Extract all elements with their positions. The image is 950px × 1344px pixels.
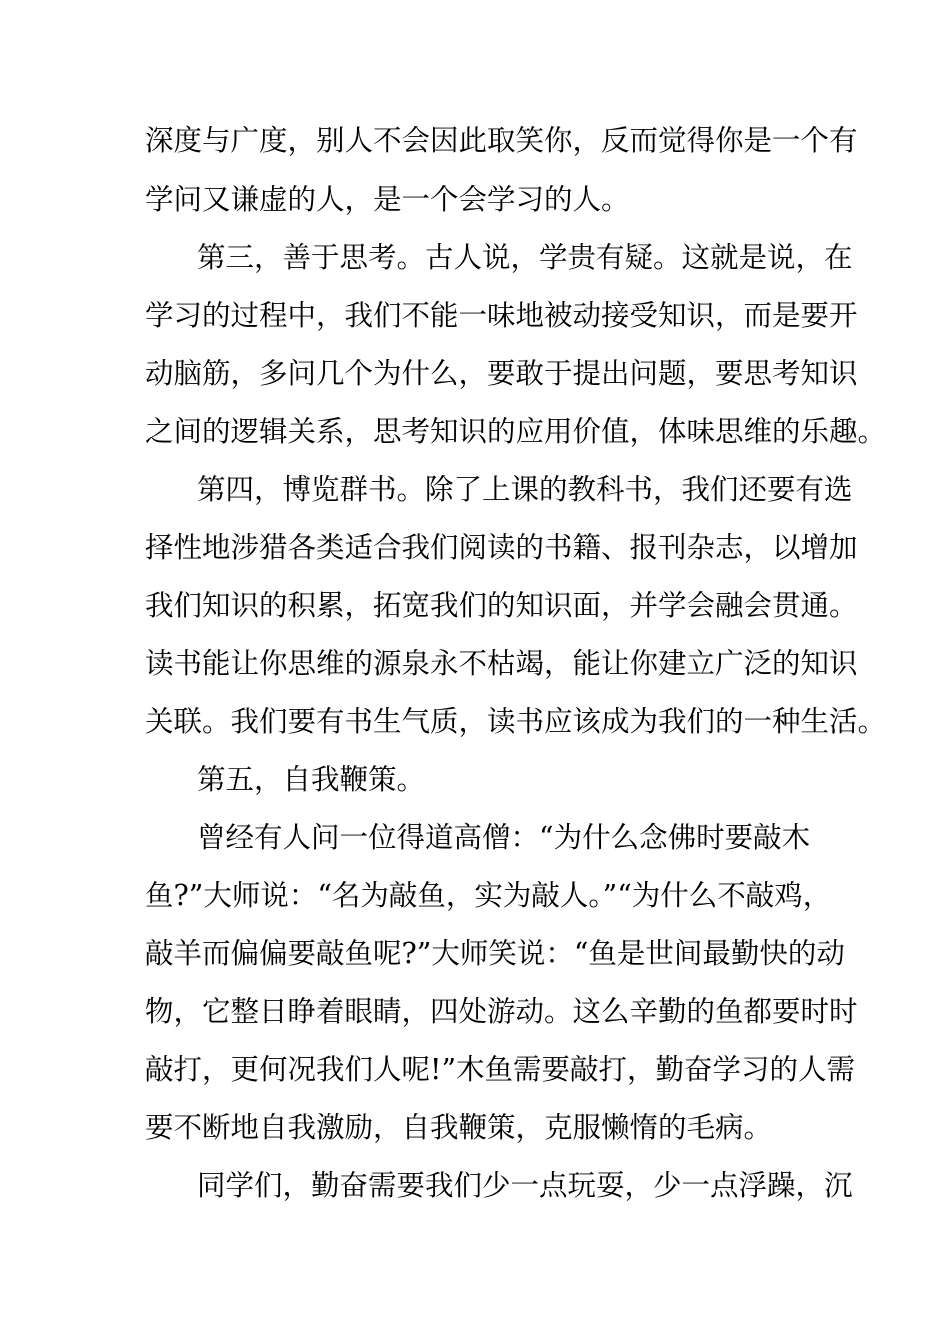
paragraph-start-line: 曾经有人问一位得道高僧：“为什么念佛时要敲木 [197, 821, 811, 854]
text-line: 深度与广度，别人不会因此取笑你，反而觉得你是一个有 [145, 124, 858, 157]
text-line: 之间的逻辑关系，思考知识的应用价值，体味思维的乐趣。 [145, 415, 887, 448]
text-line: 动脑筋，多问几个为什么，要敢于提出问题，要思考知识 [145, 357, 858, 390]
paragraph-start-line: 第五，自我鞭策。 [197, 763, 426, 796]
paragraph-start-line: 第四，博览群书。除了上课的教科书，我们还要有选 [197, 473, 853, 506]
text-line: 择性地涉猎各类适合我们阅读的书籍、报刊杂志，以增加 [145, 531, 858, 564]
text-line: 学习的过程中，我们不能一味地被动接受知识，而是要开 [145, 299, 858, 332]
text-line: 关联。我们要有书生气质，读书应该成为我们的一种生活。 [145, 705, 887, 738]
paragraph-start-line: 第三，善于思考。古人说，学贵有疑。这就是说，在 [197, 241, 853, 274]
text-line: 读书能让你思维的源泉永不枯竭，能让你建立广泛的知识 [145, 647, 858, 680]
text-line: 要不断地自我激励，自我鞭策，克服懒惰的毛病。 [145, 1111, 773, 1144]
text-line: 敲打，更何况我们人呢!”木鱼需要敲打，勤奋学习的人需 [145, 1053, 856, 1086]
text-line: 我们知识的积累，拓宽我们的知识面，并学会融会贯通。 [145, 589, 858, 622]
paragraph-start-line: 同学们，勤奋需要我们少一点玩耍，少一点浮躁，沉 [197, 1169, 853, 1202]
text-line: 物，它整日睁着眼睛，四处游动。这么辛勤的鱼都要时时 [145, 995, 858, 1028]
text-line: 鱼?”大师说：“名为敲鱼，实为敲人。”“为什么不敲鸡， [145, 879, 832, 912]
text-line: 学问又谦虚的人，是一个会学习的人。 [145, 183, 630, 216]
text-line: 敲羊而偏偏要敲鱼呢?”大师笑说：“鱼是世间最勤快的动 [145, 937, 845, 970]
